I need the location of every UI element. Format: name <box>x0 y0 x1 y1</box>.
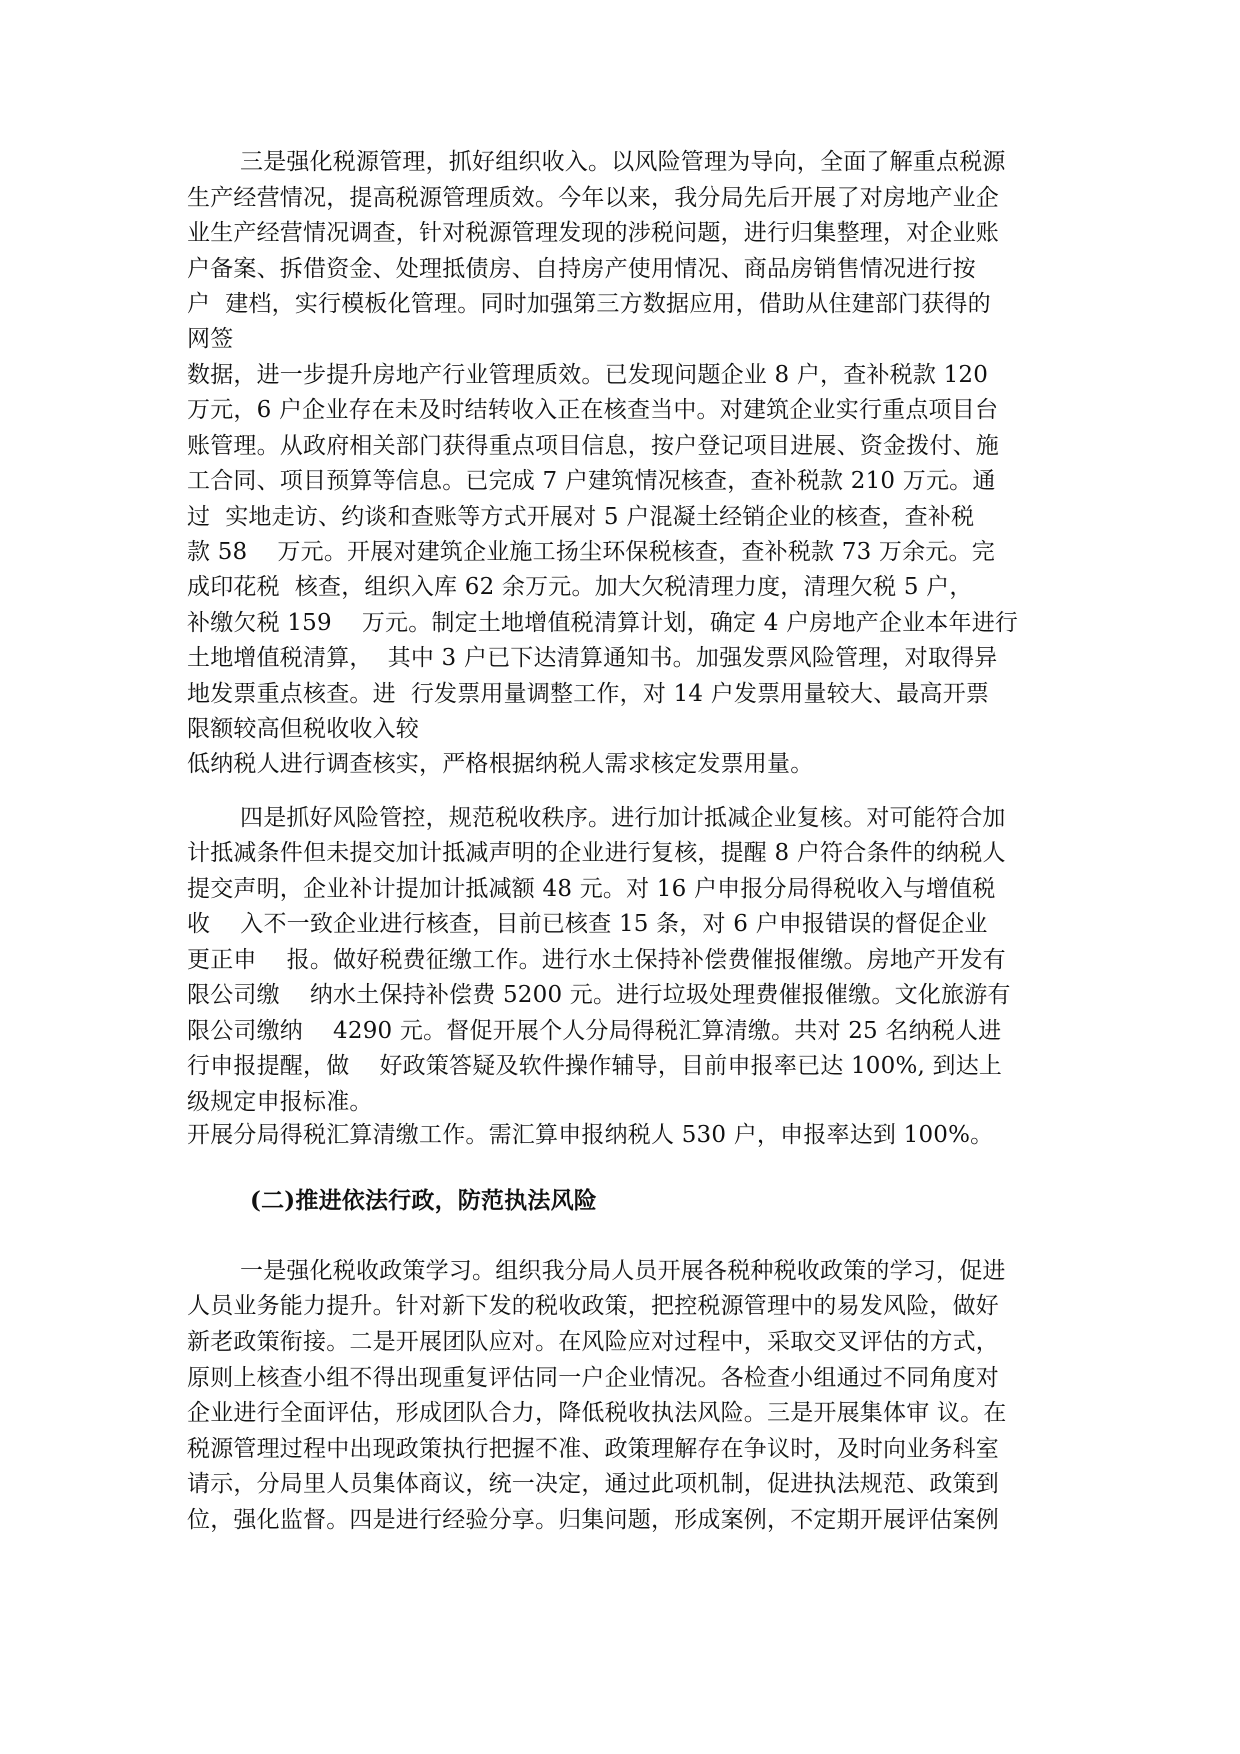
text-line: 户 建档，实行模板化管理。同时加强第三方数据应用，借助从住建部门获得的 <box>187 291 991 317</box>
text-line: 数据，进一步提升房地产行业管理质效。已发现问题企业 8 户，查补税款 120 <box>187 362 989 388</box>
text-line: 限额较高但税收收入较 <box>187 716 419 742</box>
text-line: 成印花税 核查，组织入库 62 余万元。加大欠税清理力度，清理欠税 5 户， <box>187 574 973 600</box>
text-line: 户备案、拆借资金、处理抵债房、自持房产使用情况、商品房销售情况进行按 <box>187 256 976 282</box>
text-line: 工合同、项目预算等信息。已完成 7 户建筑情况核查，查补税款 210 万元。通 <box>187 468 996 494</box>
text-line: 位，强化监督。四是进行经验分享。归集问题，形成案例，不定期开展评估案例 <box>187 1507 999 1533</box>
text-line: 提交声明，企业补计提加计抵减额 48 元。对 16 户申报分局得税收入与增值税 <box>187 876 996 902</box>
text-line: 款 58 万元。开展对建筑企业施工扬尘环保税核查，查补税款 73 万余元。完 <box>187 539 995 565</box>
text-line: 业生产经营情况调查，针对税源管理发现的涉税问题，进行归集整理，对企业账 <box>187 220 999 246</box>
text-line: 计抵减条件但未提交加计抵减声明的企业进行复核，提醒 8 户符合条件的纳税人 <box>187 840 1006 866</box>
text-line: 新老政策衔接。二是开展团队应对。在风险应对过程中，采取交叉评估的方式， <box>187 1329 999 1355</box>
text-line: 开展分局得税汇算清缴工作。需汇算申报纳税人 530 户，申报率达到 100%。 <box>187 1122 994 1148</box>
text-line: 过 实地走访、约谈和查账等方式开展对 5 户混凝土经销企业的核查，查补税 <box>187 504 975 530</box>
text-line: 限公司缴 纳水土保持补偿费 5200 元。进行垃圾处理费催报催缴。文化旅游有 <box>187 982 1011 1008</box>
text-line: 税源管理过程中出现政策执行把握不准、政策理解存在争议时，及时向业务科室 <box>187 1436 999 1462</box>
text-line: 原则上核查小组不得出现重复评估同一户企业情况。各检查小组通过不同角度对 <box>187 1365 999 1391</box>
text-line: 企业进行全面评估，形成团队合力，降低税收执法风险。三是开展集体审 议。在 <box>187 1400 1007 1426</box>
text-line: 限公司缴纳 4290 元。督促开展个人分局得税汇算清缴。共对 25 名纳税人进 <box>187 1018 1002 1044</box>
text-line: 土地增值税清算， 其中 3 户已下达清算通知书。加强发票风险管理，对取得异 <box>187 645 998 671</box>
text-line: 万元，6 户企业存在未及时结转收入正在核查当中。对建筑企业实行重点项目台 <box>187 397 999 423</box>
text-line: 低纳税人进行调查核实，严格根据纳税人需求核定发票用量。 <box>187 751 814 777</box>
text-line: 更正申 报。做好税费征缴工作。进行水土保持补偿费催报催缴。房地产开发有 <box>187 947 1006 973</box>
text-line: 行申报提醒，做 好政策答疑及软件操作辅导，目前申报率已达 100%, 到达上 <box>187 1053 1003 1079</box>
text-line: 请示，分局里人员集体商议，统一决定，通过此项机制，促进执法规范、政策到 <box>187 1471 999 1497</box>
text-line: 账管理。从政府相关部门获得重点项目信息，按户登记项目进展、资金拨付、施 <box>187 433 999 459</box>
text-line: 级规定申报标准。 <box>187 1089 373 1115</box>
text-line: 四是抓好风险管控，规范税收秩序。进行加计抵减企业复核。对可能符合加 <box>240 805 1006 831</box>
text-line: 补缴欠税 159 万元。制定土地增值税清算计划，确定 4 户房地产企业本年进行 <box>187 610 1019 636</box>
text-line: 生产经营情况，提高税源管理质效。今年以来，我分局先后开展了对房地产业企 <box>187 185 999 211</box>
text-line: 人员业务能力提升。针对新下发的税收政策，把控税源管理中的易发风险，做好 <box>187 1293 999 1319</box>
text-line: 一是强化税收政策学习。组织我分局人员开展各税种税收政策的学习，促进 <box>240 1258 1006 1284</box>
text-line: 网签 <box>187 326 234 352</box>
text-line: 三是强化税源管理，抓好组织收入。以风险管理为导向，全面了解重点税源 <box>240 149 1006 175</box>
section-heading: (二)推进依法行政，防范执法风险 <box>250 1187 597 1214</box>
text-line: 收 入不一致企业进行核查，目前已核查 15 条，对 6 户申报错误的督促企业 <box>187 911 988 937</box>
text-line: 地发票重点核查。进 行发票用量调整工作，对 14 户发票用量较大、最高开票 <box>187 681 990 707</box>
